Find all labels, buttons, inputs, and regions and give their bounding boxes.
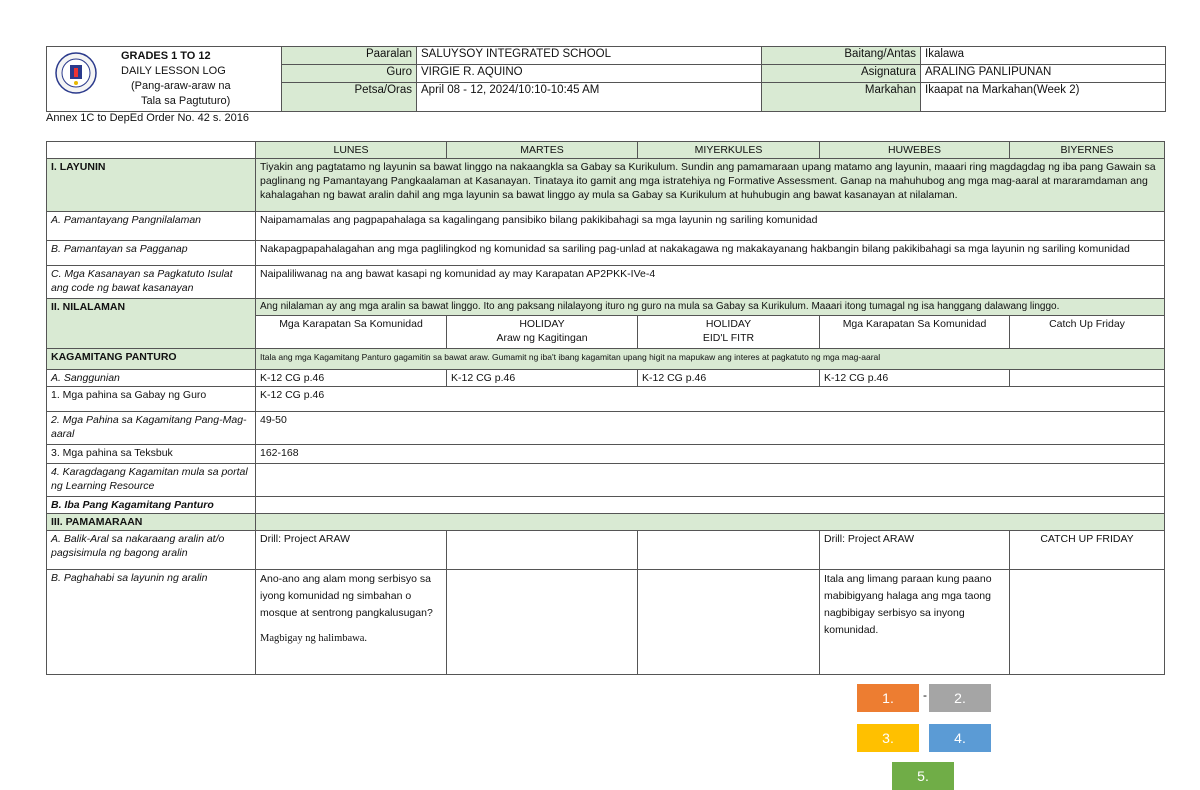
dll-title: GRADES 1 TO 12 DAILY LESSON LOG (Pang-araw-araw na Tala sa Pagtuturo) xyxy=(121,50,231,107)
petsa-value: April 08 - 12, 2024/10:10-10:45 AM xyxy=(417,83,762,112)
sanggunian-huwebes: K-12 CG p.46 xyxy=(820,370,1010,387)
day-header-lunes: LUNES xyxy=(256,142,447,159)
iba-pang-label: B. Iba Pang Kagamitang Panturo xyxy=(47,497,256,514)
iba-pang-text xyxy=(256,497,1165,514)
gabay-text: K-12 CG p.46 xyxy=(256,387,1165,412)
guro-label: Guro xyxy=(282,65,417,83)
nilalaman-biyernes: Catch Up Friday xyxy=(1010,316,1165,349)
balik-aral-lunes: Drill: Project ARAW xyxy=(256,531,447,570)
day-header-biyernes: BIYERNES xyxy=(1010,142,1165,159)
markahan-label: Markahan xyxy=(762,83,921,112)
sanggunian-martes: K-12 CG p.46 xyxy=(447,370,638,387)
teksbuk-label: 3. Mga pahina sa Teksbuk xyxy=(47,445,256,464)
paghahabi-lunes: Ano-ano ang alam mong serbisyo sa iyong komunidad ng simbahan o mosque at sentrong pangkalusugan? Magbigay ng halimbawa. xyxy=(256,570,447,675)
pagganap-text: Nakapagpapahalagahan ang mga paglilingkod ng komunidad sa sariling pag-unlad at nakakagawa ng makakayanang hakbangin bilang pakikibahagi sa mga layunin ng sariling komunidad xyxy=(256,241,1165,266)
asignatura-value: ARALING PANLIPUNAN xyxy=(921,65,1166,83)
layunin-label: I. LAYUNIN xyxy=(47,159,256,212)
number-box-2: 2. xyxy=(929,684,991,712)
paaralan-value: SALUYSOY INTEGRATED SCHOOL xyxy=(417,47,762,65)
pamamaraan-label: III. PAMAMARAAN xyxy=(47,514,256,531)
sanggunian-label: A. Sanggunian xyxy=(47,370,256,387)
paghahabi-martes xyxy=(447,570,638,675)
baitang-value: Ikalawa xyxy=(921,47,1166,65)
gabay-label: 1. Mga pahina sa Gabay ng Guro xyxy=(47,387,256,412)
kagamitan-label: KAGAMITANG PANTURO xyxy=(47,349,256,370)
deped-seal-icon xyxy=(55,52,97,94)
karagdagang-label: 4. Karagdagang Kagamitan mula sa portal ng Learning Resource xyxy=(47,464,256,497)
lesson-log-table xyxy=(46,141,1165,675)
number-box-1: 1. xyxy=(857,684,919,712)
paghahabi-miyerkules xyxy=(638,570,820,675)
nilalaman-lunes: Mga Karapatan Sa Komunidad xyxy=(256,316,447,349)
sanggunian-lunes: K-12 CG p.46 xyxy=(256,370,447,387)
title-cell xyxy=(47,47,282,112)
pang-mag-aaral-label: 2. Mga Pahina sa Kagamitang Pang-Mag-aaral xyxy=(47,412,256,445)
day-header-martes: MARTES xyxy=(447,142,638,159)
number-box-5: 5. xyxy=(892,762,954,790)
nilalaman-text: Ang nilalaman ay ang mga aralin sa bawat linggo. Ito ang paksang nilalayong ituro ng guro na mula sa Gabay sa Kurikulum. Maaari itong tumagal ng isa hanggang dalawang linggo. xyxy=(256,299,1165,316)
number-box-3: 3. xyxy=(857,724,919,752)
petsa-label: Petsa/Oras xyxy=(282,83,417,112)
guro-value: VIRGIE R. AQUINO xyxy=(417,65,762,83)
balik-aral-huwebes: Drill: Project ARAW xyxy=(820,531,1010,570)
nilalaman-miyerkules: HOLIDAY EID'L FITR xyxy=(638,316,820,349)
paghahabi-biyernes xyxy=(1010,570,1165,675)
number-box-4: 4. xyxy=(929,724,991,752)
markahan-value: Ikaapat na Markahan(Week 2) xyxy=(921,83,1166,112)
pagganap-label: B. Pamantayan sa Pagganap xyxy=(47,241,256,266)
teksbuk-text: 162-168 xyxy=(256,445,1165,464)
day-header-huwebes: HUWEBES xyxy=(820,142,1010,159)
paghahabi-label: B. Paghahabi sa layunin ng aralin xyxy=(47,570,256,675)
asignatura-label: Asignatura xyxy=(762,65,921,83)
sanggunian-biyernes xyxy=(1010,370,1165,387)
pangnilalaman-label: A. Pamantayang Pangnilalaman xyxy=(47,212,256,241)
paaralan-label: Paaralan xyxy=(282,47,417,65)
dash-mark: - xyxy=(923,688,927,702)
sanggunian-miyerkules: K-12 CG p.46 xyxy=(638,370,820,387)
balik-aral-biyernes: CATCH UP FRIDAY xyxy=(1010,531,1165,570)
paghahabi-huwebes: Itala ang limang paraan kung paano mabibigyang halaga ang mga taong nagbibigay serbisyo sa inyong komunidad. xyxy=(820,570,1010,675)
pangnilalaman-text: Naipamamalas ang pagpapahalaga sa kagalingang pansibiko bilang pakikibahagi sa mga layunin ng sariling komunidad xyxy=(256,212,1165,241)
balik-aral-martes xyxy=(447,531,638,570)
nilalaman-label: II. NILALAMAN xyxy=(47,299,256,349)
day-header-miyerkules: MIYERKULES xyxy=(638,142,820,159)
baitang-label: Baitang/Antas xyxy=(762,47,921,65)
nilalaman-martes: HOLIDAY Araw ng Kagitingan xyxy=(447,316,638,349)
header-table xyxy=(46,46,1166,112)
kasanayan-text: Naipaliliwanag na ang bawat kasapi ng komunidad ay may Karapatan AP2PKK-IVe-4 xyxy=(256,266,1165,299)
karagdagang-text xyxy=(256,464,1165,497)
kagamitan-text: Itala ang mga Kagamitang Panturo gagamitin sa bawat araw. Gumamit ng iba't ibang kagamitan upang higit na mapukaw ang interes at pagkatuto ng mga mag-aaral xyxy=(256,349,1165,370)
pamamaraan-band xyxy=(256,514,1165,531)
balik-aral-label: A. Balik-Aral sa nakaraang aralin at/o pagsisimula ng bagong aralin xyxy=(47,531,256,570)
layunin-text: Tiyakin ang pagtatamo ng layunin sa bawat linggo na nakaangkla sa Gabay sa Kurikulum. Sundin ang pamamaraan upang matamo ang layunin, maaari ring magdagdag ng iba pang Gawain sa paglinang ng Pamantayang Pangkaalaman at Kasanayan. Tinataya ito gamit ang mga istratehiya ng Formative Assessment. Ganap na mahuhubog ang mga mag-aaral at mararamdaman ang kahalagahan ng bawat aralin dahil ang mga layunin sa bawat linggo ay mula sa Gabay sa Kurikulum at huhubugin ang bawat kasanayan at nilalaman. xyxy=(256,159,1165,212)
pang-mag-aaral-text: 49-50 xyxy=(256,412,1165,445)
balik-aral-miyerkules xyxy=(638,531,820,570)
annex-note: Annex 1C to DepEd Order No. 42 s. 2016 xyxy=(46,112,250,124)
nilalaman-huwebes: Mga Karapatan Sa Komunidad xyxy=(820,316,1010,349)
corner-cell xyxy=(47,142,256,159)
kasanayan-label: C. Mga Kasanayan sa Pagkatuto Isulat ang code ng bawat kasanayan xyxy=(47,266,256,299)
